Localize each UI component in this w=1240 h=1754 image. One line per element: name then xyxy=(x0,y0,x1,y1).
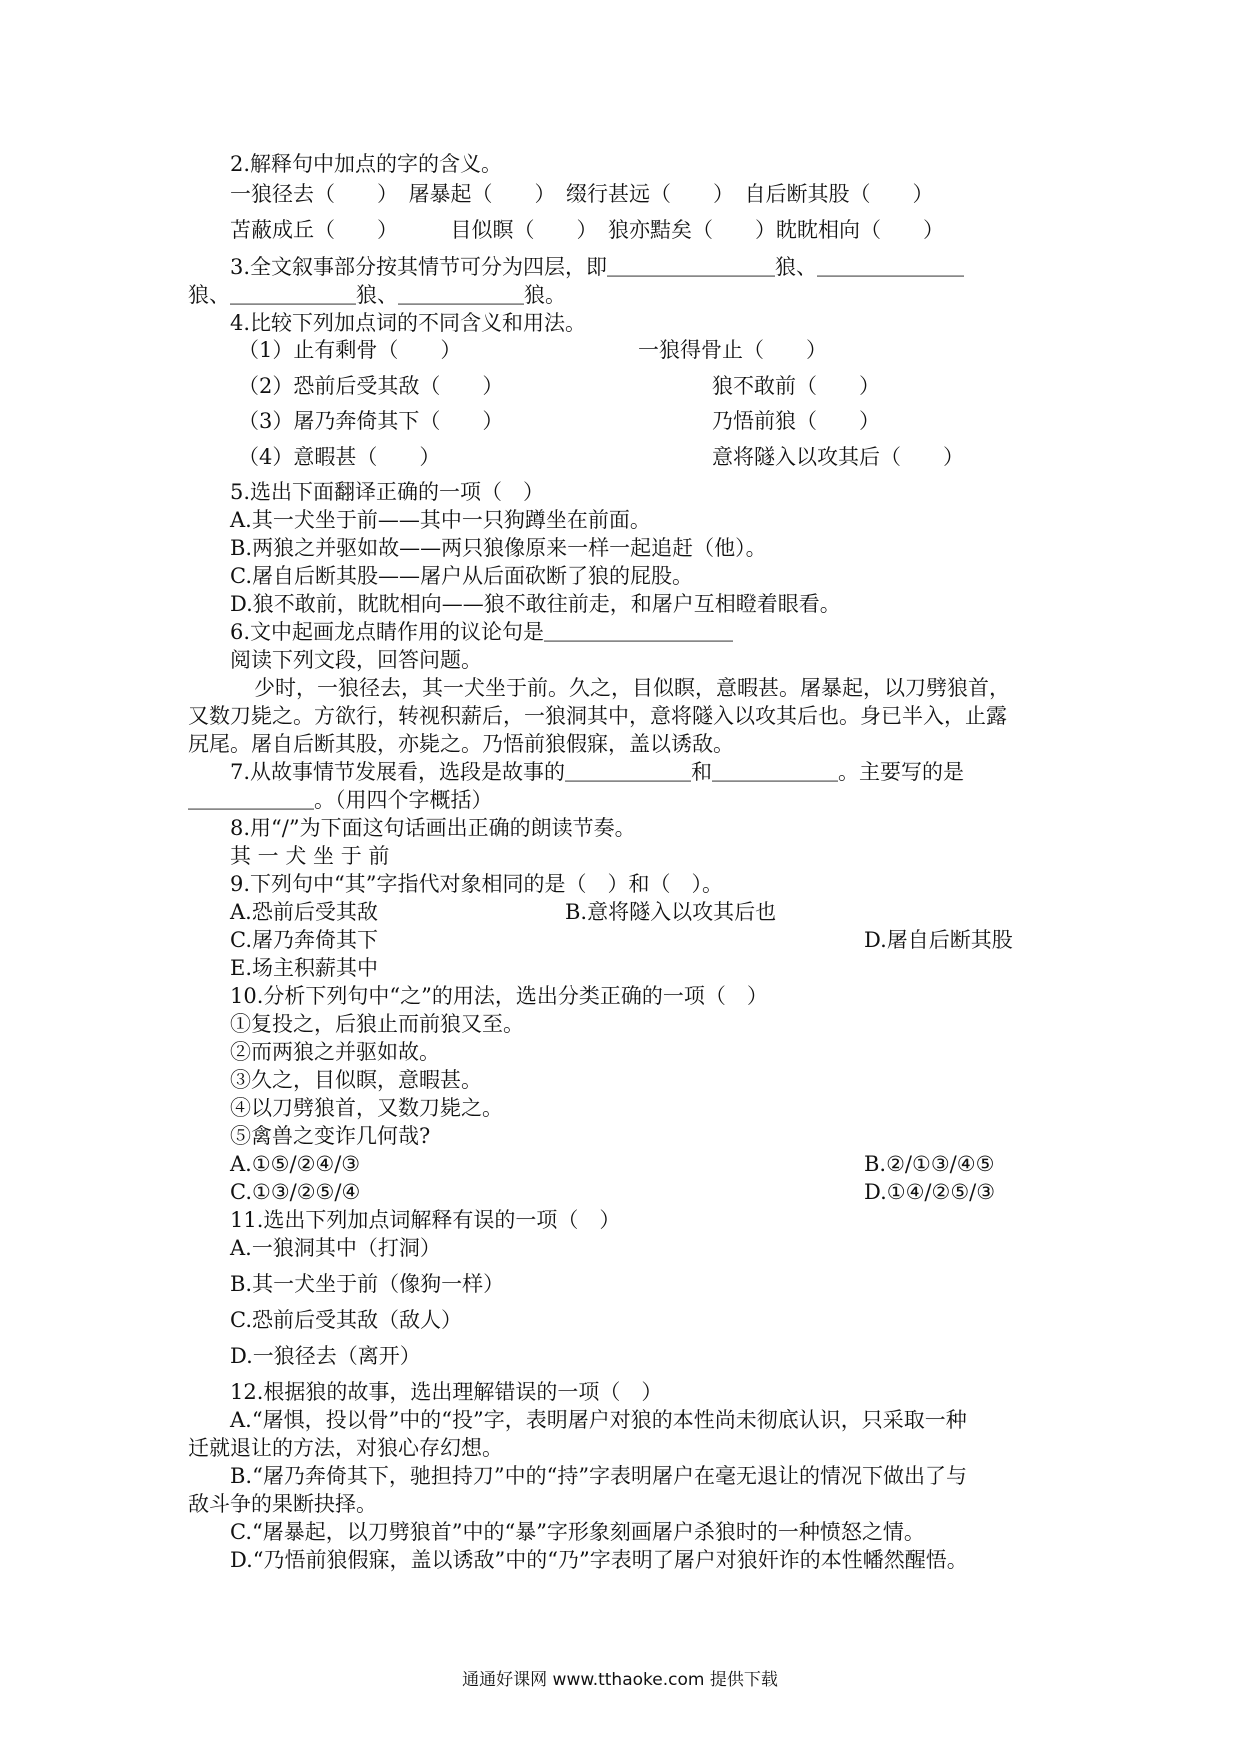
q12-option-d: D.“乃悟前狼假寐，盖以诱敌”中的“乃”字表明了屠户对狼奸诈的本性幡然醒悟。 xyxy=(230,1548,968,1572)
q12-option-c: C.“屠暴起，以刀劈狼首”中的“暴”字形象刻画屠户杀狼时的一种愤怒之情。 xyxy=(230,1520,925,1544)
q9-option-e: E.场主积薪其中 xyxy=(230,956,379,980)
q10-item-3: ③久之，目似瞑，意暇甚。 xyxy=(230,1068,482,1092)
q6: 6.文中起画龙点睛作用的议论句是＿＿＿＿＿＿＿＿＿ xyxy=(230,620,734,644)
q11-option-d: D.一狼径去（离开） xyxy=(230,1344,421,1368)
q12-option-b-line1: B.“屠乃奔倚其下，驰担持刀”中的“持”字表明屠户在毫无退让的情况下做出了与 xyxy=(230,1464,968,1488)
q4-pair3-right: 乃悟前狼（ ） xyxy=(712,409,880,433)
q12-option-a-line2: 迁就退让的方法，对狼心存幻想。 xyxy=(188,1436,503,1460)
q4-pair4-right: 意将隧入以攻其后（ ） xyxy=(712,445,964,469)
q5-option-a: A.其一犬坐于前——其中一只狗蹲坐在前面。 xyxy=(230,508,651,532)
q5-option-b: B.两狼之并驱如故——两只狼像原来一样一起追赶（他）。 xyxy=(230,536,767,560)
q10-item-4: ④以刀劈狼首，又数刀毙之。 xyxy=(230,1096,503,1120)
q10-title: 10.分析下列句中“之”的用法，选出分类正确的一项（ ） xyxy=(230,984,768,1008)
q4-pair1-right: 一狼得骨止（ ） xyxy=(638,338,827,362)
q10-item-1: ①复投之，后狼止而前狼又至。 xyxy=(230,1012,524,1036)
q12-option-a-line1: A.“屠惧，投以骨”中的“投”字，表明屠户对狼的本性尚未彻底认识，只采取一种 xyxy=(230,1408,967,1432)
q10-option-d: D.①④/②⑤/③ xyxy=(864,1180,996,1204)
q9-title: 9.下列句中“其”字指代对象相同的是（ ）和（ ）。 xyxy=(230,872,724,896)
q9-option-c: C.屠乃奔倚其下 xyxy=(230,928,378,952)
q5-option-c: C.屠自后断其股——屠户从后面砍断了狼的屁股。 xyxy=(230,564,693,588)
passage-line-3: 尻尾。屠自后断其股，亦毙之。乃悟前狼假寐，盖以诱敌。 xyxy=(188,732,734,756)
q11-title: 11.选出下列加点词解释有误的一项（ ） xyxy=(230,1208,621,1232)
q9-option-d: D.屠自后断其股 xyxy=(864,928,1013,952)
q12-title: 12.根据狼的故事，选出理解错误的一项（ ） xyxy=(230,1380,663,1404)
q3-line1: 3.全文叙事部分按其情节可分为四层，即＿＿＿＿＿＿＿＿狼、＿＿＿＿＿＿＿ xyxy=(230,255,965,279)
q10-option-c: C.①③/②⑤/④ xyxy=(230,1180,361,1204)
q7-line2: ＿＿＿＿＿＿。（用四个字概括） xyxy=(188,788,493,812)
q2-row2: 苫蔽成丘（ ） 目似瞑（ ） 狼亦黠矣（ ）眈眈相向（ ） xyxy=(230,218,944,242)
q2-title: 2.解释句中加点的字的含义。 xyxy=(230,152,503,176)
q10-option-a: A.①⑤/②④/③ xyxy=(230,1152,361,1176)
q4-pair3-left: （3）屠乃奔倚其下（ ） xyxy=(238,409,504,433)
q4-pair2-right: 狼不敢前（ ） xyxy=(712,374,880,398)
q4-title: 4.比较下列加点词的不同含义和用法。 xyxy=(230,311,587,335)
q10-item-5: ⑤禽兽之变诈几何哉? xyxy=(230,1124,431,1148)
q3-line2: 狼、＿＿＿＿＿＿狼、＿＿＿＿＿＿狼。 xyxy=(188,283,566,307)
footer-source: 通通好课网 www.tthaoke.com 提供下载 xyxy=(462,1670,778,1690)
q2-row1: 一狼径去（ ） 屠暴起（ ） 缀行甚远（ ） 自后断其股（ ） xyxy=(230,182,934,206)
q11-option-b: B.其一犬坐于前（像狗一样） xyxy=(230,1272,505,1296)
q11-option-c: C.恐前后受其敌（敌人） xyxy=(230,1308,462,1332)
q7-line1: 7.从故事情节发展看，选段是故事的＿＿＿＿＿＿和＿＿＿＿＿＿。主要写的是 xyxy=(230,760,965,784)
q5-option-d: D.狼不敢前，眈眈相向——狼不敢往前走，和屠户互相瞪着眼看。 xyxy=(230,592,841,616)
q4-pair2-left: （2）恐前后受其敌（ ） xyxy=(238,374,504,398)
q9-option-b: B.意将隧入以攻其后也 xyxy=(565,900,777,924)
passage-line-2: 又数刀毙之。方欲行，转视积薪后，一狼洞其中，意将隧入以攻其后也。身已半入，止露 xyxy=(188,704,1007,728)
q9-option-a: A.恐前后受其敌 xyxy=(230,900,378,924)
q10-option-b: B.②/①③/④⑤ xyxy=(864,1152,995,1176)
q8-sentence: 其 一 犬 坐 于 前 xyxy=(230,844,390,868)
q5-title: 5.选出下面翻译正确的一项（ ） xyxy=(230,480,545,504)
passage-line-1: 少时，一狼径去，其一犬坐于前。久之，目似瞑，意暇甚。屠暴起，以刀劈狼首， xyxy=(254,676,1010,700)
q12-option-b-line2: 敌斗争的果断抉择。 xyxy=(188,1492,377,1516)
q11-option-a: A.一狼洞其中（打洞） xyxy=(230,1236,441,1260)
q8-title: 8.用“/”为下面这句话画出正确的朗读节奏。 xyxy=(230,816,636,840)
q10-item-2: ②而两狼之并驱如故。 xyxy=(230,1040,440,1064)
q4-pair1-left: （1）止有剩骨（ ） xyxy=(238,338,462,362)
q4-pair4-left: （4）意暇甚（ ） xyxy=(238,445,441,469)
reading-intro: 阅读下列文段，回答问题。 xyxy=(230,648,482,672)
